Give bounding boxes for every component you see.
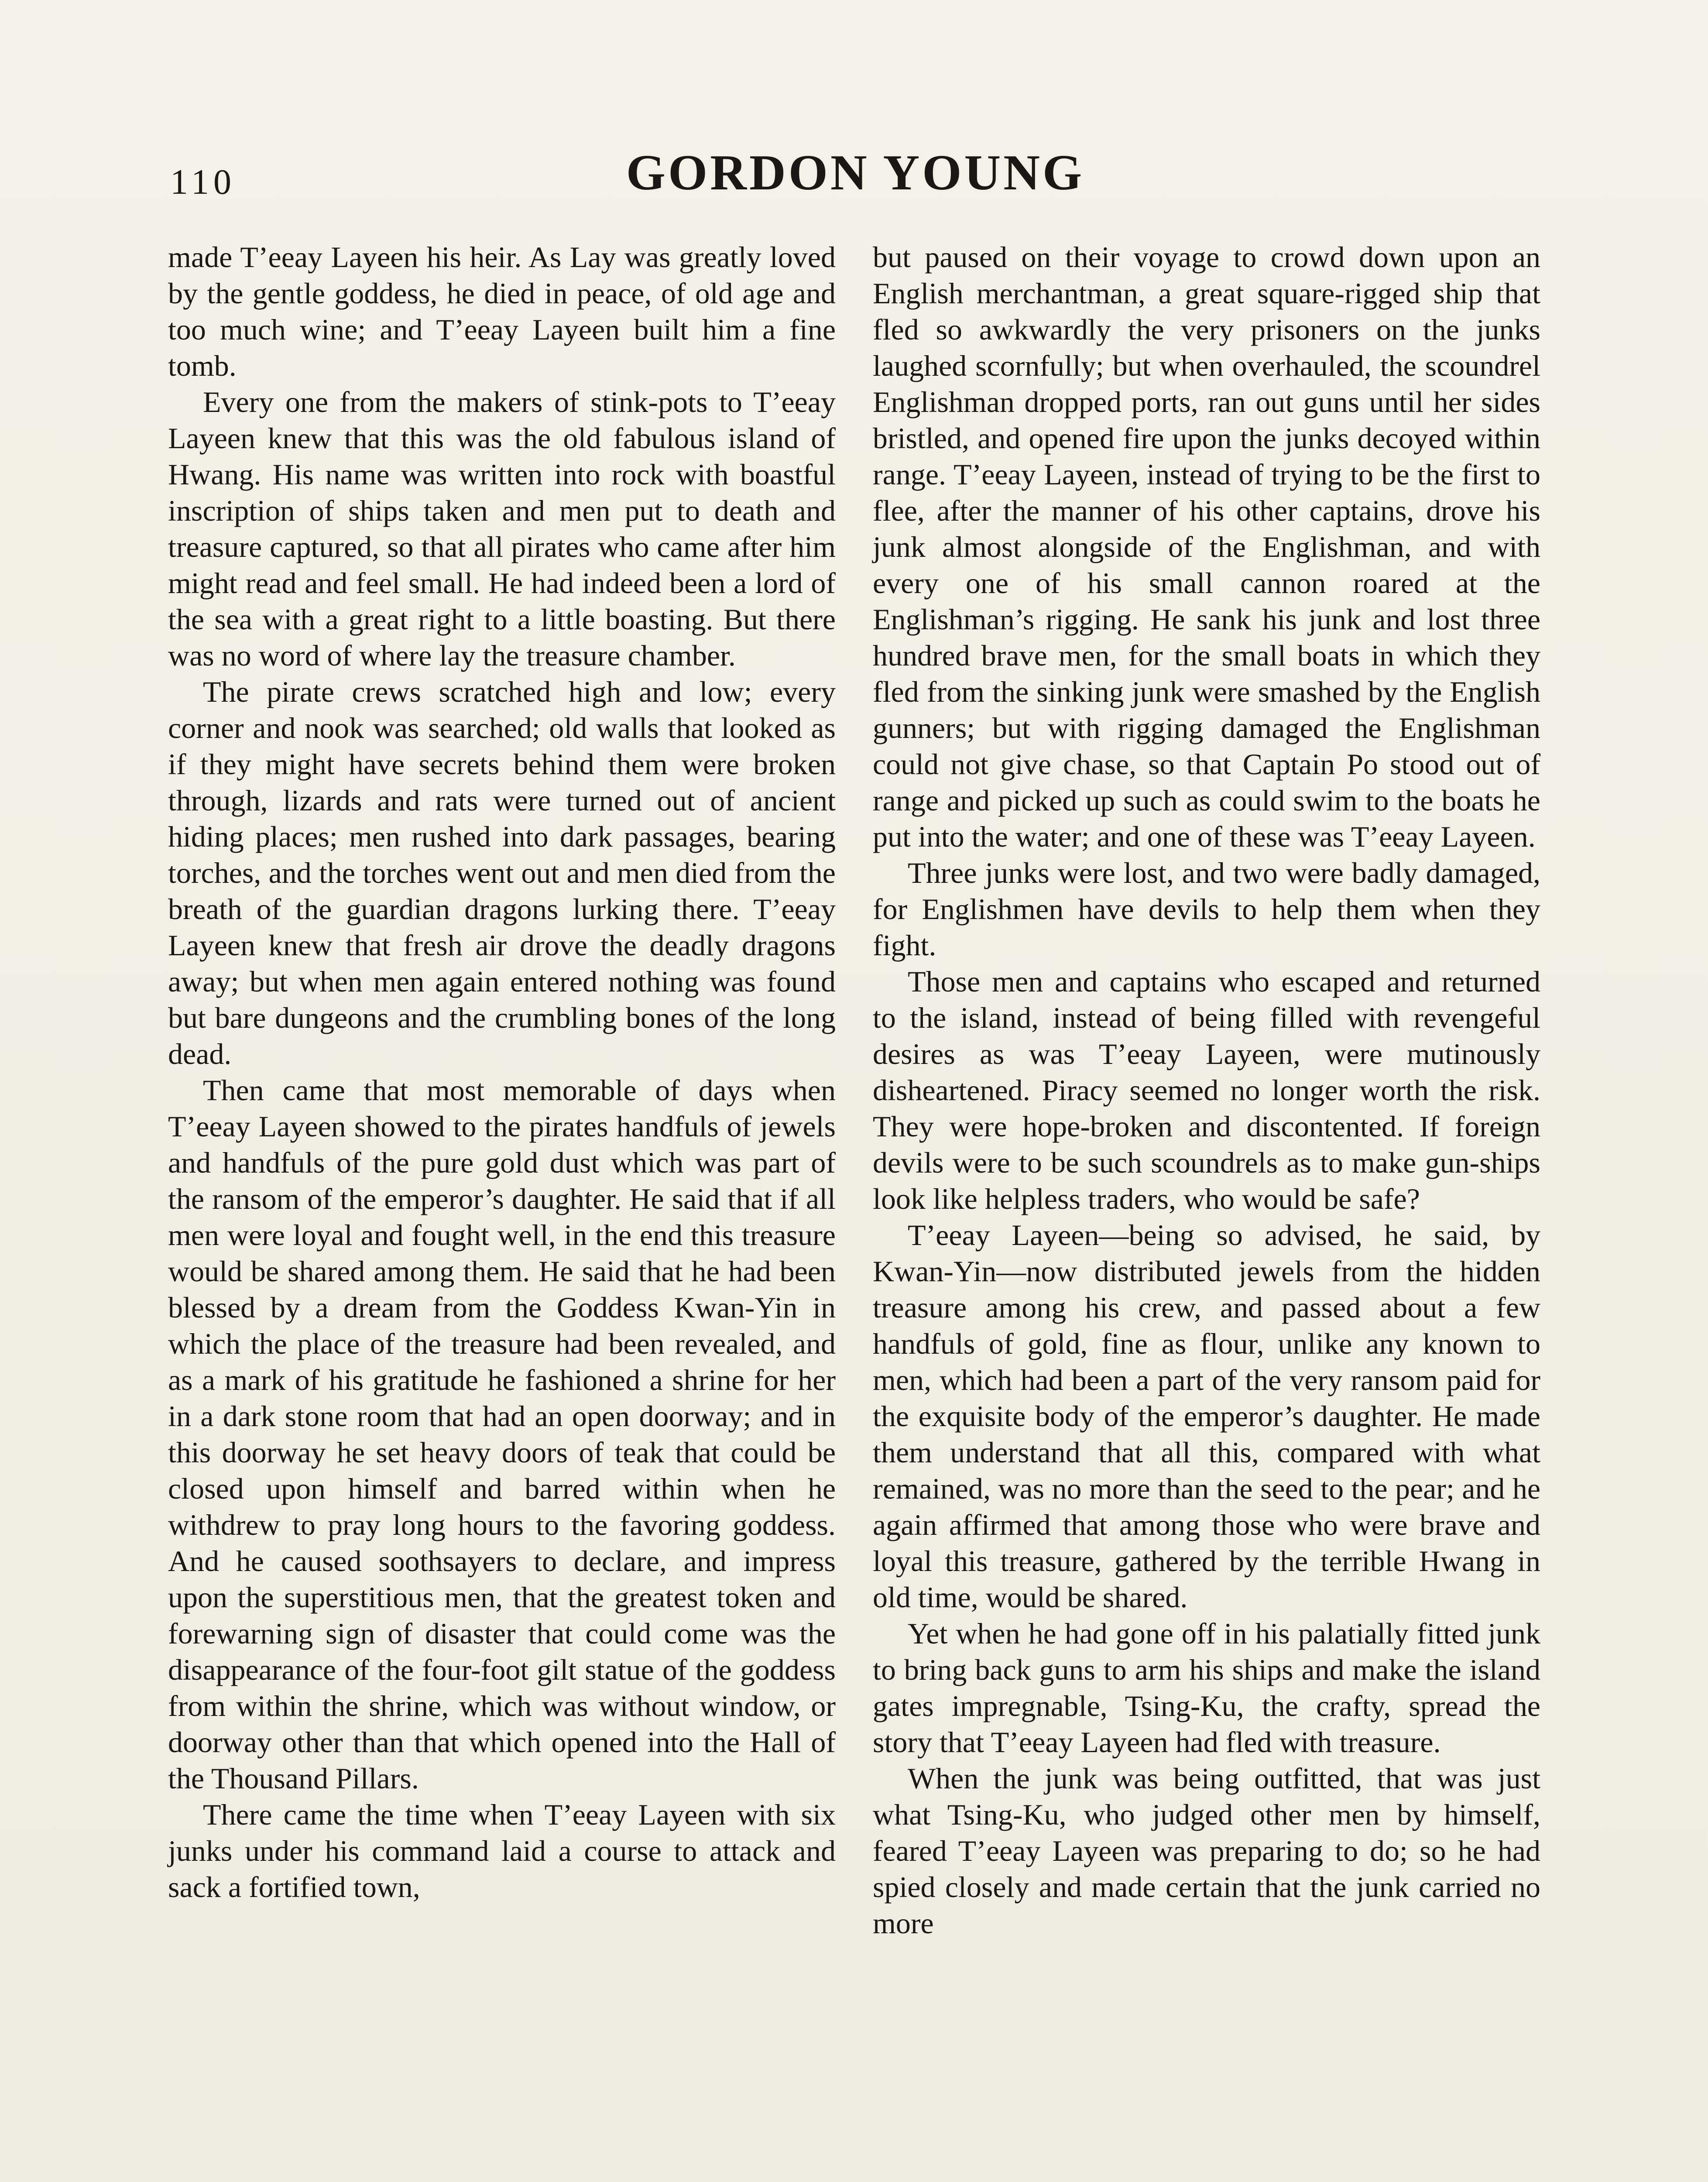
paragraph: When the junk was being outfitted, that was just what Tsing-Ku, who judged other men by himself, feared T’eeay Layeen was preparing to do; so he had spied closely and made certain that the junk carried no more [873, 1762, 1540, 1940]
paragraph: Yet when he had gone off in his palatially fitted junk to bring back guns to arm his ships and make the island gates impregnable, Tsing-Ku, the crafty, spread the story that T’eeay Layeen had fled with treasure. [873, 1617, 1540, 1759]
right-column [873, 239, 1540, 1942]
paragraph: Those men and captains who escaped and returned to the island, instead of being filled with revengeful desires as was T’eeay Layeen, were mutinously disheartened. Piracy seemed no longer worth the risk. They were hope-broken and discontented. If foreign devils were to be such scoundrels as to make gun-ships look like helpless traders, who would be safe? [873, 965, 1540, 1215]
page-number: 110 [170, 162, 236, 202]
paragraph: T’eeay Layeen—being so advised, he said, by Kwan-Yin—now distributed jewels from the hidden treasure among his crew, and passed about a few handfuls of gold, fine as flour, unlike any known to men, which had been a part of the very ransom paid for the exquisite body of the emperor’s daughter. He made them understand that all this, compared with what remained, was no more than the seed to the pear; and he again affirmed that among those who were brave and loyal this treasure, gathered by the terrible Hwang in old time, would be shared. [873, 1218, 1540, 1614]
paragraph: Three junks were lost, and two were badly damaged, for Englishmen have devils to help them when they fight. [873, 856, 1540, 962]
paragraph: Every one from the makers of stink-pots to T’eeay Layeen knew that this was the old fabulous island of Hwang. His name was written into rock with boastful inscription of ships taken and men put to death and treasure captured, so that all pirates who came after him might read and feel small. He had indeed been a lord of the sea with a great right to a little boasting. But there was no word of where lay the treasure chamber. [168, 385, 836, 672]
paragraph: Then came that most memorable of days when T’eeay Layeen showed to the pirates handfuls of jewels and handfuls of the pure gold dust which was part of the ransom of the emperor’s daughter. He said that if all men were loyal and fought well, in the end this treasure would be shared among them. He said that he had been blessed by a dream from the Goddess Kwan-Yin in which the place of the treasure had been revealed, and as a mark of his gratitude he fashioned a shrine for her in a dark stone room that had an open doorway; and in this doorway he set heavy doors of teak that could be closed upon himself and barred within when he withdrew to pray long hours to the favoring goddess. And he caused soothsayers to declare, and impress upon the superstitious men, that the greatest token and forewarning sign of disaster that could come was the disappearance of the four-foot gilt statue of the goddess from within the shrine, which was without window, or doorway other than that which opened into the Hall of the Thousand Pillars. [168, 1074, 836, 1795]
paragraph: made T’eeay Layeen his heir. As Lay was greatly loved by the gentle goddess, he died in peace, of old age and too much wine; and T’eeay Layeen built him a fine tomb. [168, 240, 836, 382]
page-header [166, 144, 1545, 214]
paragraph: The pirate crews scratched high and low; every corner and nook was searched; old walls that looked as if they might have secrets behind them were broken through, lizards and rats were turned out of ancient hiding places; men rushed into dark passages, bearing torches, and the torches went out and men died from the breath of the guardian dragons lurking there. T’eeay Layeen knew that fresh air drove the deadly dragons away; but when men again entered nothing was found but bare dungeons and the crumbling bones of the long dead. [168, 675, 836, 1070]
paragraph: but paused on their voyage to crowd down upon an English merchantman, a great square-rigged ship that fled so awkwardly the very prisoners on the junks laughed scornfully; but when overhauled, the scoundrel Englishman dropped ports, ran out guns until her sides bristled, and opened fire upon the junks decoyed within range. T’eeay Layeen, instead of trying to be the first to flee, after the manner of his other captains, drove his junk almost alongside of the Englishman, and with every one of his small cannon roared at the Englishman’s rigging. He sank his junk and lost three hundred brave men, for the small boats in which they fled from the sinking junk were smashed by the English gunners; but with rigging damaged the Englishman could not give chase, so that Captain Po stood out of range and picked up such as could swim to the boats he put into the water; and one of these was T’eeay Layeen. [873, 240, 1540, 853]
paragraph: There came the time when T’eeay Layeen with six junks under his command laid a course to attack and sack a fortified town, [168, 1798, 836, 1904]
left-column [168, 239, 836, 1905]
running-head: GORDON YOUNG [626, 145, 1085, 201]
